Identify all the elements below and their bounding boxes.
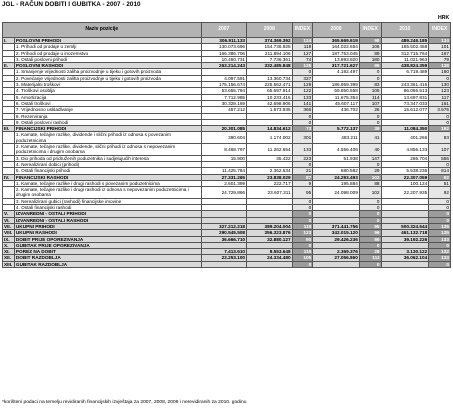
index-2009-cell: 83 (359, 82, 381, 88)
index-2010-cell: 160 (429, 69, 451, 75)
value-2007-cell: 24.729.866 (201, 187, 247, 199)
index-2008-cell: 9 (292, 180, 313, 186)
index-2009-cell: 98 (359, 38, 381, 44)
index-2010-cell: 0 (429, 205, 451, 211)
index-2010-cell: 0 (429, 198, 451, 204)
index-2009-cell: 89 (359, 50, 381, 56)
row-number: IV. (3, 174, 15, 180)
value-2008-cell: 65.697.914 (247, 88, 293, 94)
value-2008-cell: 2.362.534 (247, 168, 293, 174)
value-2009-cell: 13.893.920 (313, 56, 360, 62)
value-2007-cell: 10.450.731 (201, 56, 247, 62)
row-label: 5. Ostali financijski prihodi (14, 168, 201, 174)
value-2009-cell: 680.582 (313, 168, 360, 174)
index-2009-cell: 96 (359, 63, 381, 69)
index-2009-cell: 102 (359, 187, 381, 199)
index-2008-cell: 133 (292, 144, 313, 156)
index-2010-cell: 0 (429, 211, 451, 217)
row-label: POSLOVNI PRIHODI (14, 38, 201, 44)
index-2010-cell: 107 (429, 144, 451, 156)
index-2008-cell: 115 (292, 249, 313, 255)
index-2008-cell: 0 (292, 242, 313, 248)
value-2009-cell: 4.556.406 (313, 144, 360, 156)
page-title: JGL - RAČUN DOBITI I GUBITKA - 2007 - 2010 (2, 1, 141, 8)
index-2008-cell: 90 (292, 236, 313, 242)
value-2010-cell: 11.021.963 (381, 56, 429, 62)
index-2008-cell: 0 (292, 217, 313, 223)
row-label: 3. Dio prihoda od pridruženih poduzetnika i sudjelujućih interesa (14, 155, 201, 161)
row-number: I. (3, 38, 15, 44)
value-2009-cell: 483.211 (313, 132, 360, 144)
index-2008-cell: 105 (292, 255, 313, 261)
value-2009-cell: 4.192.497 (313, 69, 360, 75)
value-2007-cell: 263.214.243 (201, 63, 247, 69)
value-2007-cell: 23.253.100 (201, 255, 247, 261)
index-2008-cell: 0 (292, 161, 313, 167)
currency-label: HRK (438, 15, 450, 21)
row-number: XII. (3, 255, 15, 261)
index-2008-cell: 223 (292, 155, 313, 161)
index-2010-cell: 83 (429, 132, 451, 144)
value-2008-cell: 10.233.416 (247, 94, 293, 100)
row-number (3, 187, 15, 199)
value-2008-cell: 332.485.848 (247, 63, 293, 69)
index-2009-cell: 0 (359, 69, 381, 75)
value-2009-cell: 371.441.756 (313, 223, 360, 229)
row-label: 2. Kamate, tečajne razlike, dividende, slični prihodi iz odnosa s nepovezanim poduzetnicima i drugim osobama (14, 144, 201, 156)
index-2008-cell: 123 (292, 230, 313, 236)
index-2010-cell: 192 (429, 126, 451, 132)
row-label: 4. Troškovi osoblja (14, 88, 201, 94)
value-2010-cell: 3.130.122 (381, 249, 429, 255)
row-label: 6. Ostali troškovi (14, 100, 201, 106)
value-2008-cell: 222.717 (247, 180, 293, 186)
row-number (3, 132, 15, 144)
value-2008-cell: 211.894.106 (247, 50, 293, 56)
index-2010-cell: 161 (429, 100, 451, 106)
row-number: IX. (3, 236, 15, 242)
index-2010-cell: 135 (429, 230, 451, 236)
index-2010-cell: 101 (429, 44, 451, 50)
value-2008-cell: 42.698.906 (247, 100, 293, 106)
value-2009-cell: 24.293.493 (313, 174, 360, 180)
row-number: X. (3, 242, 15, 248)
index-2010-cell: 0 (429, 161, 451, 167)
value-2009-cell: 27.056.860 (313, 255, 360, 261)
index-2008-cell: 119 (292, 44, 313, 50)
value-2009-cell: 195.884 (313, 180, 360, 186)
value-2008-cell: 32.880.127 (247, 236, 293, 242)
row-label: 3. Nerealizirani gubici (rashodi) financijske imovine (14, 198, 201, 204)
index-2010-cell: 0 (429, 261, 451, 267)
value-2009-cell: 29.426.236 (313, 236, 360, 242)
row-label: IZVANREDNI - OSTALI RASHODI (14, 217, 201, 223)
value-2010-cell: 461.132.718 (381, 230, 429, 236)
index-2008-cell: 0 (292, 261, 313, 267)
index-2008-cell: 0 (292, 119, 313, 125)
value-2010-cell: 22.207.935 (381, 187, 429, 199)
header-2008: 2008 (247, 23, 293, 38)
value-2008-cell: 23.607.311 (247, 187, 293, 199)
value-2007-cell: 166.386.706 (201, 50, 247, 56)
value-2010-cell: 13.697.831 (381, 94, 429, 100)
index-2009-cell: 0 (359, 113, 381, 119)
row-label: POSLOVNI RASHODI (14, 63, 201, 69)
value-2007-cell: 27.331.265 (201, 174, 247, 180)
value-2007-cell: 130.073.696 (201, 44, 247, 50)
index-2010-cell: 134 (429, 38, 451, 44)
value-2008-cell: 11.262.654 (247, 144, 293, 156)
value-2008-cell: 23.838.029 (247, 174, 293, 180)
value-2009-cell: 365.669.619 (313, 38, 360, 44)
index-2009-cell: 95 (359, 223, 381, 229)
index-2009-cell: 41 (359, 132, 381, 144)
index-2010-cell: 135 (429, 223, 451, 229)
row-number: VII. (3, 223, 15, 229)
value-2007-cell: 290.545.508 (201, 230, 247, 236)
table-row (3, 132, 451, 144)
index-2008-cell: 74 (292, 56, 313, 62)
value-2007-cell: 36.666.710 (201, 236, 247, 242)
index-2008-cell: 0 (292, 211, 313, 217)
row-label: UKUPNI RASHODI (14, 230, 201, 236)
value-2009-cell: 45.607.117 (313, 100, 360, 106)
index-2009-cell: 111 (359, 255, 381, 261)
value-2009-cell: 317.721.627 (313, 63, 360, 69)
value-2007-cell (201, 261, 247, 267)
row-label: 5. Amortizacija (14, 94, 201, 100)
row-number: II. (3, 63, 15, 69)
value-2007-cell: 390.604 (201, 132, 247, 144)
index-2008-cell: 0 (292, 198, 313, 204)
index-2009-cell: 107 (359, 100, 381, 106)
value-2010-cell: 500.324.544 (381, 223, 429, 229)
index-2009-cell: 106 (359, 44, 381, 50)
footnote: *korišteni podaci na temelju revidiranih financijskih izvještaja za 2007, 2008, 2009 i nerevidiranih za 2010. godinu (2, 400, 247, 405)
index-2010-cell: 0 (429, 217, 451, 223)
index-2008-cell: 95 (292, 187, 313, 199)
index-2009-cell: 0 (359, 242, 381, 248)
index-2008-cell: 122 (292, 88, 313, 94)
value-2010-cell: 86.066.513 (381, 88, 429, 94)
table-row (3, 187, 451, 199)
index-2009-cell: 0 (359, 75, 381, 81)
index-2008-cell: 0 (292, 113, 313, 119)
index-2008-cell: 141 (292, 100, 313, 106)
index-2009-cell: 0 (359, 119, 381, 125)
row-label: FINANCIJSKI RASHODI (14, 174, 201, 180)
index-2008-cell: 366 (292, 107, 313, 113)
value-2010-cell: 312.715.764 (381, 50, 429, 56)
index-2009-cell: 147 (359, 155, 381, 161)
row-label: 2. Kamate, tečajne razlike i drugi rashodi iz odnosa s nepovezanim poduzetnicima i drugim osobama (14, 187, 201, 199)
value-2007-cell: 457.212 (201, 107, 247, 113)
index-2010-cell: 0 (429, 119, 451, 125)
index-2008-cell: 126 (292, 63, 313, 69)
header-index-1: INDEX (292, 23, 313, 38)
table-header-row (3, 23, 451, 38)
value-2007-cell: 8.468.797 (201, 144, 247, 156)
row-label: 1. Smanjenje vrijednosti zaliha proizvodnje u tijeku i gotovih proizvoda (14, 69, 201, 75)
value-2010-cell: 438.824.359 (381, 63, 429, 69)
index-2010-cell: 814 (429, 168, 451, 174)
index-2008-cell: 119 (292, 223, 313, 229)
index-2010-cell: 138 (429, 63, 451, 69)
value-2007-cell: 15.900 (201, 155, 247, 161)
index-2008-cell: 327 (292, 75, 313, 81)
value-2009-cell: 342.015.120 (313, 230, 360, 236)
value-2007-cell: 2.601.399 (201, 180, 247, 186)
index-2009-cell: 106 (359, 88, 381, 94)
index-2008-cell: 133 (292, 94, 313, 100)
value-2009-cell: 11.675.354 (313, 94, 360, 100)
value-2010-cell: 100.124 (381, 180, 429, 186)
value-2007-cell: 11.425.784 (201, 168, 247, 174)
value-2010-cell: 5.538.236 (381, 168, 429, 174)
row-label: DOBIT PRIJE OPOREZIVANJA (14, 236, 201, 242)
row-number: V. (3, 211, 15, 217)
row-label: 3. Ostali poslovni prihodi (14, 56, 201, 62)
value-2008-cell: 7.736.361 (247, 56, 293, 62)
index-2008-cell: 87 (292, 174, 313, 180)
row-label: GUBITAK PRIJE OPOREZIVANJA (14, 242, 201, 248)
value-2008-cell: 24.334.480 (247, 255, 293, 261)
index-2008-cell: 21 (292, 168, 313, 174)
index-2009-cell: 96 (359, 230, 381, 236)
index-2009-cell: 39 (359, 126, 381, 132)
table-row (3, 261, 451, 267)
row-label: GUBITAK RAZDOBLJA (14, 261, 201, 267)
index-2008-cell: 73 (292, 126, 313, 132)
index-2009-cell: 180 (359, 56, 381, 62)
value-2008-cell: 356.323.876 (247, 230, 293, 236)
header-index-3: INDEX (429, 23, 451, 38)
index-2009-cell: 0 (359, 161, 381, 167)
row-label: 7. Vrijednosno usklađivanje (14, 107, 201, 113)
row-label: 1. Kamate, tečajne razlike i drugi rashodi s povezanim poduzetnicima (14, 180, 201, 186)
value-2010-cell: 15.612.077 (381, 107, 429, 113)
index-2010-cell: 51 (429, 180, 451, 186)
index-2010-cell: 133 (429, 255, 451, 261)
row-number (3, 144, 15, 156)
value-2010-cell: 11.084.350 (381, 126, 429, 132)
value-2010-cell: 243.361.416 (381, 82, 429, 88)
row-number: XIII. (3, 261, 15, 267)
row-number: XI. (3, 249, 15, 255)
index-2010-cell: 132 (429, 249, 451, 255)
value-2009-cell: 164.022.654 (313, 44, 360, 50)
index-2010-cell: 0 (429, 75, 451, 81)
index-2008-cell: 301 (292, 132, 313, 144)
value-2007-cell: 4.097.591 (201, 75, 247, 81)
value-2008-cell: 35.422 (247, 155, 293, 161)
index-2010-cell: 79 (429, 56, 451, 62)
value-2009-cell: 186.959.399 (313, 82, 360, 88)
row-label: 9. Ostali poslovni rashodi (14, 119, 201, 125)
value-2010-cell: 73.347.033 (381, 100, 429, 106)
row-label: 3. Materijalni troškovi (14, 82, 201, 88)
index-2009-cell: 114 (359, 94, 381, 100)
row-label: POREZ NA DOBIT (14, 249, 201, 255)
row-label: 2. Povećanje vrijednosti zaliha proizvodnje u tijeku i gotovih proizvoda (14, 75, 201, 81)
value-2010-cell: 286.704 (381, 155, 429, 161)
row-label: DOBIT RAZDOBLJA (14, 255, 201, 261)
value-2009-cell: 51.938 (313, 155, 360, 161)
value-2007-cell: 7.413.610 (201, 249, 247, 255)
index-2008-cell: 0 (292, 205, 313, 211)
index-2010-cell: 167 (429, 50, 451, 56)
value-2008-cell (247, 261, 293, 267)
row-label: 4. Nerealizirani dobici (prihodi) (14, 161, 201, 167)
row-label: UKUPNI PRIHODI (14, 223, 201, 229)
value-2009-cell: 24.098.009 (313, 187, 360, 199)
row-number: VIII. (3, 230, 15, 236)
index-2009-cell: 0 (359, 211, 381, 217)
index-2009-cell: 0 (359, 261, 381, 267)
value-2008-cell: 8.553.648 (247, 249, 293, 255)
index-2008-cell: 0 (292, 69, 313, 75)
value-2009-cell: 187.753.045 (313, 50, 360, 56)
value-2010-cell: 22.307.059 (381, 174, 429, 180)
index-2009-cell: 0 (359, 198, 381, 204)
row-label: 2. Prihodi od prodaje u inozemstvu (14, 50, 201, 56)
value-2008-cell: 1.673.935 (247, 107, 293, 113)
index-2009-cell: 102 (359, 174, 381, 180)
value-2009-cell: 5.772.137 (313, 126, 360, 132)
value-2010-cell: 165.502.458 (381, 44, 429, 50)
index-2008-cell: 124 (292, 38, 313, 44)
index-2010-cell: 556 (429, 155, 451, 161)
index-2009-cell: 26 (359, 107, 381, 113)
value-2007-cell: 53.655.794 (201, 88, 247, 94)
index-2010-cell: 3.575 (429, 107, 451, 113)
index-2010-cell: 130 (429, 82, 451, 88)
value-2007-cell: 306.911.133 (201, 38, 247, 44)
index-2009-cell: 0 (359, 217, 381, 223)
index-2010-cell: 133 (429, 236, 451, 242)
index-2009-cell: 0 (359, 205, 381, 211)
row-label: FINANCIJSKI PRIHODI (14, 126, 201, 132)
index-2010-cell: 117 (429, 94, 451, 100)
index-2010-cell: 92 (429, 174, 451, 180)
value-2009-cell (313, 261, 360, 267)
index-2010-cell: 0 (429, 113, 451, 119)
index-2008-cell: 127 (292, 50, 313, 56)
index-2009-cell: 40 (359, 144, 381, 156)
header-name: Naziv pozicije (3, 23, 202, 38)
value-2008-cell: 154.736.925 (247, 44, 293, 50)
value-2007-cell: 7.712.985 (201, 94, 247, 100)
row-label: IZVANREDNI - OSTALI PRIHODI (14, 211, 201, 217)
index-2010-cell: 92 (429, 187, 451, 199)
value-2009-cell: 2.369.376 (313, 249, 360, 255)
value-2008-cell: 14.834.612 (247, 126, 293, 132)
value-2008-cell: 13.360.734 (247, 75, 293, 81)
value-2010-cell: 401.266 (381, 132, 429, 144)
row-label: 1. Prihodi od prodaje u zemlji (14, 44, 201, 50)
value-2008-cell: 389.204.004 (247, 223, 293, 229)
index-2009-cell: 89 (359, 236, 381, 242)
value-2010-cell: 6.719.489 (381, 69, 429, 75)
header-2010: 2010 (381, 23, 429, 38)
value-2010-cell: 36.062.104 (381, 255, 429, 261)
index-2010-cell: 123 (429, 88, 451, 94)
value-2010-cell: 489.246.185 (381, 38, 429, 44)
value-2009-cell: 436.702 (313, 107, 360, 113)
header-2009: 2009 (313, 23, 360, 38)
table-body (3, 38, 451, 268)
index-2009-cell: 88 (359, 180, 381, 186)
row-label: 4. Ostali financijski rashodi (14, 205, 201, 211)
index-2009-cell: 28 (359, 249, 381, 255)
row-label: 8. Rezerviranja (14, 113, 201, 119)
value-2010-cell: 39.192.226 (381, 236, 429, 242)
value-2008-cell: 374.369.392 (247, 38, 293, 44)
row-number: VI. (3, 217, 15, 223)
row-label: 1. Kamate, tečajne razlike, dividende i slični prihodi iz odnosa s povezanim poduzetnicima (14, 132, 201, 144)
value-2007-cell: 20.301.085 (201, 126, 247, 132)
index-2008-cell: 129 (292, 82, 313, 88)
table-row (3, 144, 451, 156)
value-2010-cell (381, 261, 429, 267)
value-2007-cell: 327.212.218 (201, 223, 247, 229)
row-number: III. (3, 126, 15, 132)
value-2007-cell: 175.156.674 (201, 82, 247, 88)
value-2007-cell: 30.329.169 (201, 100, 247, 106)
value-2008-cell: 1.174.002 (247, 132, 293, 144)
index-2009-cell: 29 (359, 168, 381, 174)
value-2009-cell: 69.850.558 (313, 88, 360, 94)
value-2008-cell: 225.562.471 (247, 82, 293, 88)
index-2010-cell: 0 (429, 242, 451, 248)
income-statement-table (2, 22, 451, 268)
value-2010-cell: 4.856.133 (381, 144, 429, 156)
header-index-2: INDEX (359, 23, 381, 38)
header-2007: 2007 (201, 23, 247, 38)
